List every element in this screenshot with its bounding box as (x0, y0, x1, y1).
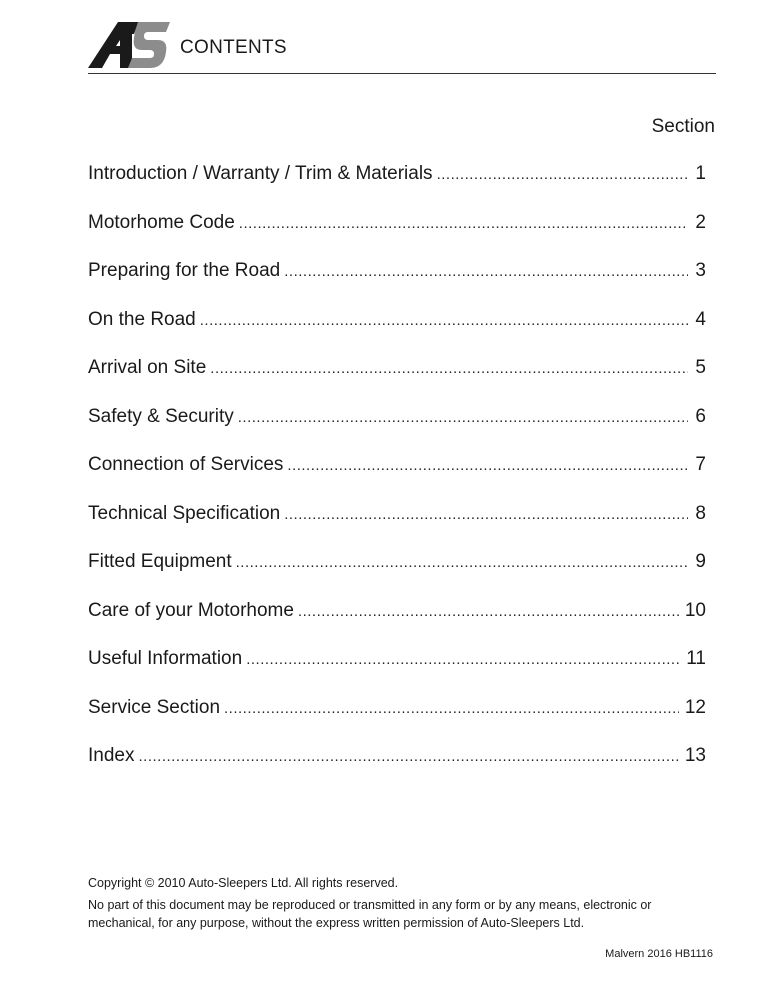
toc-leader-dots (236, 554, 688, 571)
toc-entry-title: Index (88, 745, 135, 766)
toc-leader-dots (238, 409, 688, 426)
toc-entry-section: 10 (684, 599, 706, 621)
toc-entry-section: 11 (686, 648, 706, 669)
toc-entry[interactable] (88, 406, 706, 455)
toc-leader-dots (138, 748, 678, 765)
toc-entry-title: On the Road (88, 308, 196, 330)
page-title: CONTENTS (180, 37, 287, 58)
toc-entry-section: 7 (695, 454, 706, 475)
toc-entry-title: Arrival on Site (88, 357, 207, 378)
toc-entry-section: 2 (695, 211, 706, 233)
toc-leader-dots (246, 651, 680, 668)
toc-leader-dots (298, 603, 679, 620)
toc-entry[interactable] (88, 212, 706, 261)
toc-leader-dots (437, 166, 688, 183)
toc-entry-title: Technical Specification (88, 502, 281, 524)
toc-leader-dots (210, 360, 688, 377)
toc-entry[interactable] (88, 357, 706, 406)
toc-entry[interactable] (88, 503, 706, 552)
page-header (88, 18, 716, 76)
toc-entry-section: 4 (695, 308, 706, 330)
toc-entry[interactable] (88, 551, 706, 600)
toc-entry-title: Service Section (88, 696, 221, 718)
toc-entry-title: Connection of Services (88, 454, 284, 475)
toc-entry-section: 8 (695, 502, 706, 524)
toc-entry[interactable] (88, 745, 706, 794)
toc-entry[interactable] (88, 697, 706, 746)
toc-entry[interactable] (88, 163, 706, 212)
toc-entry-section: 12 (684, 696, 706, 718)
reproduction-notice: No part of this document may be reproduced or transmitted in any form or by any means, electronic or mechanical, for any purpose, without the express written permission of Auto-Sleepers Ltd. (88, 898, 652, 930)
toc-entry-title: Motorhome Code (88, 211, 235, 233)
toc-entry-title: Useful Information (88, 648, 243, 669)
toc-leader-dots (200, 312, 688, 329)
toc-leader-dots (287, 457, 688, 474)
section-column-heading: Section (651, 116, 715, 137)
toc-entry-title: Safety & Security (88, 405, 234, 427)
toc-entry[interactable] (88, 454, 706, 503)
toc-entry-section: 5 (695, 357, 706, 378)
toc-leader-dots (224, 700, 679, 717)
table-of-contents (88, 163, 706, 794)
toc-entry[interactable] (88, 309, 706, 358)
toc-entry-section: 3 (695, 260, 706, 281)
header-divider (88, 73, 716, 74)
toc-leader-dots (284, 506, 688, 523)
toc-leader-dots (284, 263, 688, 280)
toc-entry-section: 9 (695, 551, 706, 572)
toc-entry[interactable] (88, 648, 706, 697)
toc-entry-section: 6 (695, 405, 706, 427)
toc-leader-dots (239, 215, 688, 232)
toc-entry-title: Care of your Motorhome (88, 599, 294, 621)
toc-entry[interactable] (88, 600, 706, 649)
toc-entry-title: Fitted Equipment (88, 551, 232, 572)
toc-entry-title: Preparing for the Road (88, 260, 281, 281)
toc-entry-section: 13 (684, 745, 706, 766)
copyright-notice: Copyright © 2010 Auto-Sleepers Ltd. All rights reserved. (88, 876, 399, 890)
document-reference: Malvern 2016 HB1116 (605, 948, 713, 960)
toc-entry-title: Introduction / Warranty / Trim & Materials (88, 163, 433, 184)
toc-entry-section: 1 (695, 163, 706, 184)
toc-entry[interactable] (88, 260, 706, 309)
auto-sleepers-logo-icon (88, 20, 170, 70)
